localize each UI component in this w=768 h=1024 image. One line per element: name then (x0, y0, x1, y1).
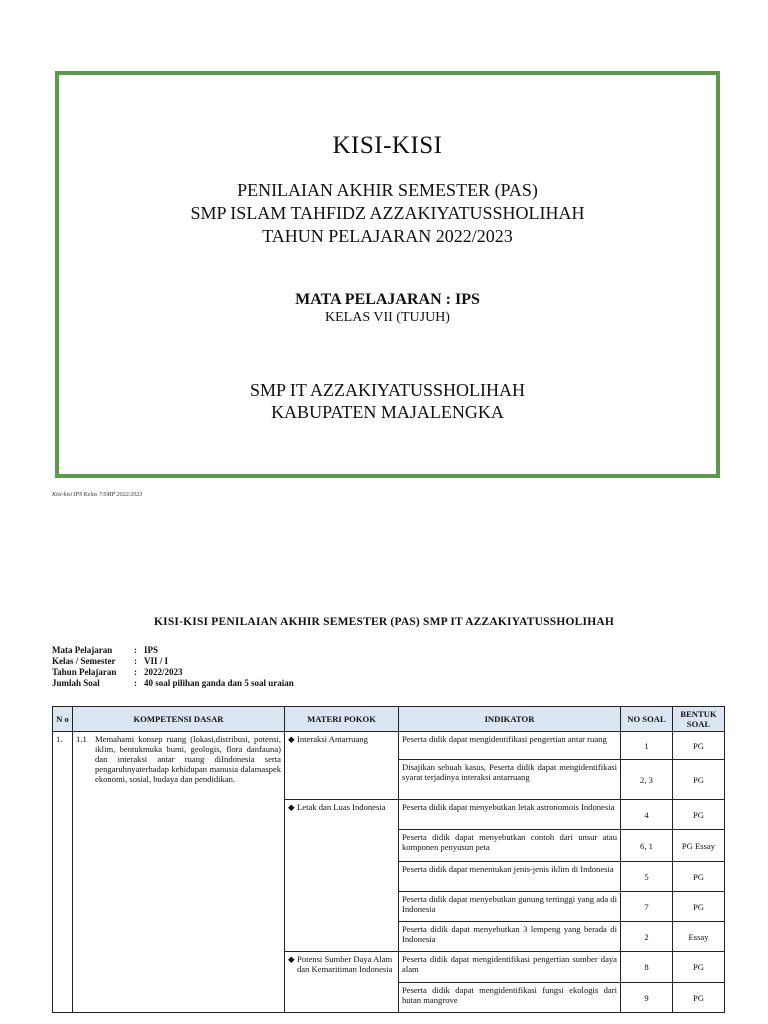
kisi-kisi-table (52, 706, 725, 1013)
footer-note: Kisi-kisi IPS Kelas 7/SMP 2022/2023 (52, 492, 143, 498)
meta-key: Kelas / Semester (52, 656, 116, 666)
no-soal-cell: 6, 1 (621, 830, 673, 862)
materi-cell (285, 952, 399, 1013)
bentuk-soal-cell: PG (673, 732, 725, 760)
indikator-cell: Disajikan sebuah kasus, Peserta didik dapat mengidentifikasi syarat terjadinya interaksi antarruang (399, 760, 621, 800)
bentuk-soal-cell: PG Essay (673, 830, 725, 862)
document-title: KISI-KISI PENILAIAN AKHIR SEMESTER (PAS) SMP IT AZZAKIYATUSSHOLIHAH (154, 616, 614, 628)
indikator-cell: Peserta didik dapat menyebutkan gunung tertinggi yang ada di Indonesia (399, 892, 621, 922)
indikator-cell: Peserta didik dapat menyebutkan letak astronomois Indonesia (399, 800, 621, 830)
no-soal-cell: 8 (621, 952, 673, 983)
no-soal-cell: 4 (621, 800, 673, 830)
cover-regency: KABUPATEN MAJALENGKA (271, 402, 504, 422)
bentuk-soal-cell: PG (673, 892, 725, 922)
indikator-cell: Peserta didik dapat menyebutkan contoh dari unsur atau komponen penyusun peta (399, 830, 621, 862)
header-no: N o (53, 707, 73, 732)
meta-key: Tahun Pelajaran (52, 667, 117, 677)
cover-school-block (59, 379, 716, 423)
cover-school-line: SMP ISLAM TAHFIDZ AZZAKIYATUSSHOLIHAH (190, 203, 585, 223)
diamond-bullet-icon: ◆ (288, 802, 295, 812)
no-soal-cell: 2 (621, 922, 673, 952)
cover-year-line: TAHUN PELAJARAN 2022/2023 (262, 226, 513, 246)
meta-row: Tahun Pelajaran : 2022/2023 (52, 667, 183, 677)
bentuk-soal-cell: PG (673, 760, 725, 800)
bentuk-soal-cell: PG (673, 800, 725, 830)
kd-number: 1.1 (76, 734, 87, 744)
bentuk-soal-cell: PG (673, 862, 725, 892)
meta-info (52, 645, 294, 689)
no-soal-cell: 9 (621, 983, 673, 1013)
header-kompetensi-dasar: KOMPETENSI DASAR (73, 707, 285, 732)
no-soal-cell: 2, 3 (621, 760, 673, 800)
kd-text: Memahami konsep ruang (lokasi,distribusi, potensi, iklim, bentukmuka bumi, geologis, flora danfauna) dan interaksi antar ruang diIndonesia serta pengaruhnyaterhadap kehidupan manusia dalamaspek ekonomi, sosial, budaya dan pendidikan. (95, 734, 281, 784)
meta-value: 40 soal pilihan ganda dan 5 soal uraian (144, 678, 294, 688)
header-materi-pokok: MATERI POKOK (285, 707, 399, 732)
meta-row: Mata Pelajaran : IPS (52, 645, 159, 655)
meta-value: VII / I (144, 656, 169, 666)
no-soal-cell: 5 (621, 862, 673, 892)
diamond-bullet-icon: ◆ (288, 734, 295, 744)
cover-title: KISI-KISI (332, 132, 443, 159)
meta-value: IPS (144, 645, 159, 655)
cover-class: KELAS VII (TUJUH) (325, 310, 450, 325)
row-number: 1. (53, 732, 73, 1013)
indikator-cell: Peserta didik dapat menentukan jenis-jenis iklim di Indonesia (399, 862, 621, 892)
cover-frame (55, 71, 720, 478)
meta-key: Jumlah Soal (52, 678, 100, 688)
header-indikator: INDIKATOR (399, 707, 621, 732)
cover-subject: MATA PELAJARAN : IPS (295, 291, 480, 308)
indikator-cell: Peserta didik dapat menyebutkan 3 lempeng yang berada di Indonesia (399, 922, 621, 952)
bentuk-soal-cell: PG (673, 983, 725, 1013)
cover-school-name: SMP IT AZZAKIYATUSSHOLIHAH (249, 380, 526, 400)
materi-cell (285, 800, 399, 952)
bentuk-soal-cell: PG (673, 952, 725, 983)
table-row (53, 732, 725, 760)
indikator-cell: Peserta didik dapat mengidentifikasi fungsi ekologis dari hutan mangrove (399, 983, 621, 1013)
meta-row: Kelas / Semester : VII / I (52, 656, 169, 666)
meta-row: Jumlah Soal : 40 soal pilihan ganda dan 5 soal uraian (52, 678, 294, 688)
meta-key: Mata Pelajaran (52, 645, 113, 655)
cover-exam-block (59, 179, 716, 248)
meta-value: 2022/2023 (144, 667, 183, 677)
kompetensi-dasar-cell (73, 732, 285, 1013)
materi-label: Interaksi Antarruang (297, 734, 368, 744)
table-header-row (53, 707, 725, 732)
materi-label: Letak dan Luas Indonesia (297, 802, 386, 812)
no-soal-cell: 7 (621, 892, 673, 922)
diamond-bullet-icon: ◆ (288, 954, 295, 964)
no-soal-cell: 1 (621, 732, 673, 760)
indikator-cell: Peserta didik dapat mengidentifikasi pengertian antar ruang (399, 732, 621, 760)
indikator-cell: Peserta didik dapat mengidentifikasi pengertian sumber daya alam (399, 952, 621, 983)
cover-exam-line: PENILAIAN AKHIR SEMESTER (PAS) (237, 180, 538, 200)
materi-label: Potensi Sumber Daya Alam dan Kemaritiman Indonesia (297, 954, 393, 974)
header-bentuk-soal: BENTUK SOAL (673, 707, 725, 732)
header-no-soal: NO SOAL (621, 707, 673, 732)
bentuk-soal-cell: Essay (673, 922, 725, 952)
materi-cell (285, 732, 399, 800)
